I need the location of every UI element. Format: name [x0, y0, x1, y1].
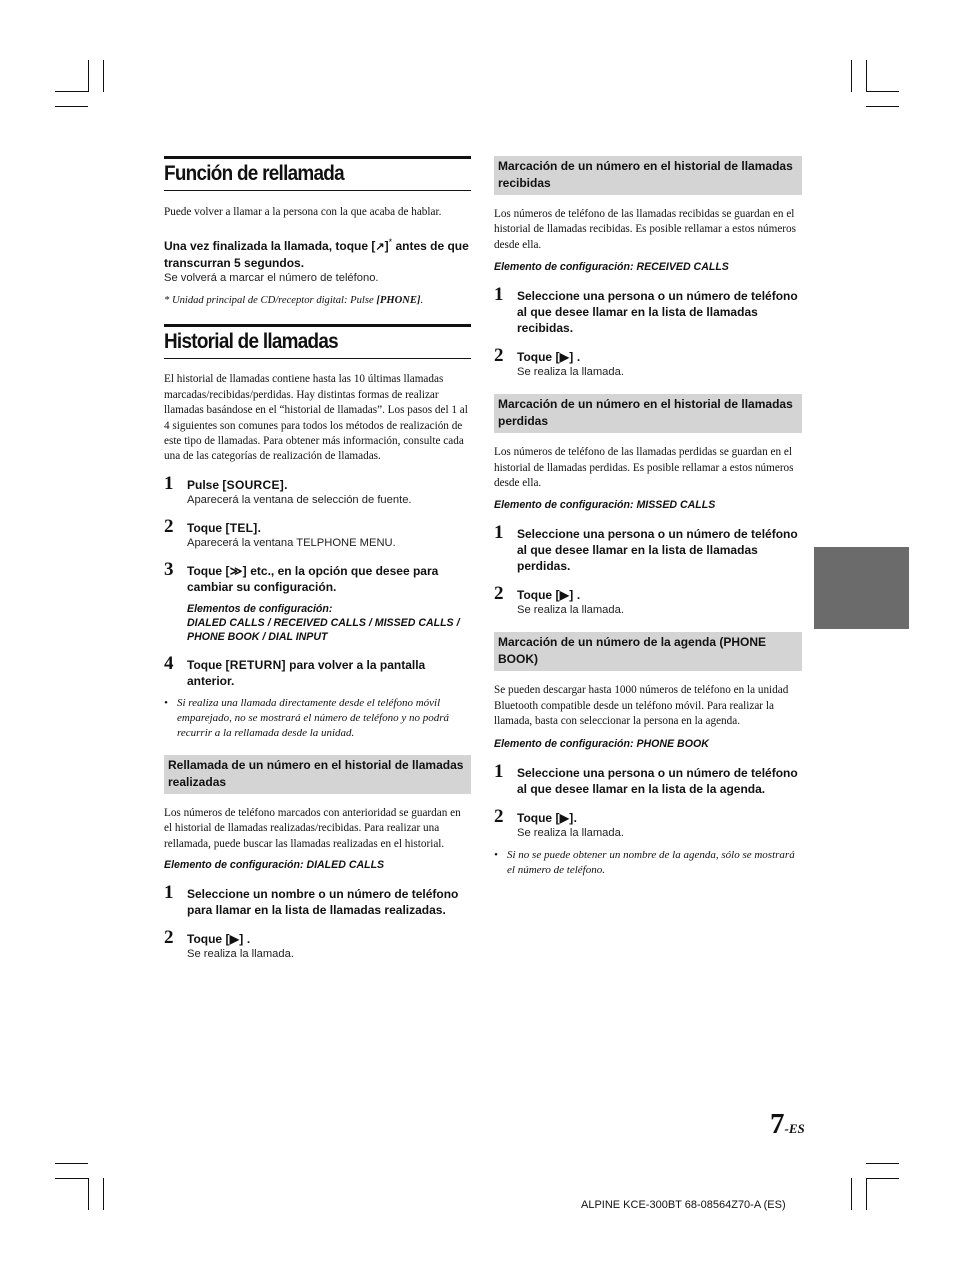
step-desc: Se realiza la llamada. — [517, 604, 624, 617]
step-desc: Se realiza la llamada. — [517, 366, 624, 379]
step-number: 2 — [494, 583, 504, 605]
dialed-intro: Los números de teléfono marcados con anterioridad se guardan en el historial de llamadas realizadas/recibidas. Para realizar una rellamada, puede buscar las llamadas realizadas en el historial. — [164, 806, 461, 850]
step-4: 4 Toque [RETURN] para volver a la pantalla anterior. — [164, 652, 426, 688]
crop-mark — [103, 60, 104, 92]
crop-mark — [55, 1178, 88, 1179]
subsection-dialed: Rellamada de un número en el historial de llamadas realizadas — [164, 755, 471, 794]
step-number: 1 — [494, 760, 504, 782]
crop-mark — [851, 1178, 852, 1210]
play-key: [▶] — [555, 588, 574, 603]
phonebook-config: Elemento de configuración: PHONE BOOK — [494, 737, 709, 750]
subsection-received: Marcación de un número en el historial de llamadas recibidas — [494, 156, 802, 195]
config-label: Elementos de configuración: — [187, 602, 333, 615]
source-key: [SOURCE] — [222, 477, 285, 492]
redial-instruction: Una vez finalizada la llamada, toque [↗]* antes de que transcurran 5 segundos. — [164, 237, 469, 271]
dialed-step-2: 2 Toque [▶] . Se realiza la llamada. — [164, 931, 471, 962]
crop-mark — [55, 106, 88, 107]
step4-note: • Si realiza una llamada directamente desde el teléfono móvil emparejado, no se mostrará el número de teléfono y no podrá recurrir a la rellamada desde la unidad. — [164, 696, 450, 739]
redial-result: Se volverá a marcar el número de teléfono. — [164, 272, 379, 285]
section-tab — [814, 547, 909, 629]
missed-step-1: 1 Seleccione una persona o un número de teléfono al que desee llamar en la lista de llamadas perdidas. — [494, 522, 798, 574]
section-title-redial: Función de rellamada — [164, 156, 471, 191]
redial-intro: Puede volver a llamar a la persona con la que acaba de hablar. — [164, 206, 442, 218]
crop-mark — [866, 106, 899, 107]
crop-mark — [55, 1163, 88, 1164]
phonebook-step-1: 1 Seleccione una persona o un número de teléfono al que desee llamar en la lista de la agenda. — [494, 760, 798, 796]
step-desc: Aparecerá la ventana TELPHONE MENU. — [187, 536, 396, 549]
return-key: [RETURN] — [225, 657, 286, 672]
config-items: DIALED CALLS / RECEIVED CALLS / MISSED CALLS / PHONE BOOK / DIAL INPUT — [187, 616, 460, 643]
missed-step-2: 2 Toque [▶] . Se realiza la llamada. — [494, 587, 802, 618]
step-number: 4 — [164, 652, 174, 674]
step-number: 1 — [164, 882, 174, 904]
next-key: [≫] — [225, 563, 247, 578]
step-1: 1 Pulse [SOURCE]. Aparecerá la ventana de selección de fuente. — [164, 477, 471, 508]
subsection-phonebook: Marcación de un número de la agenda (PHONE BOOK) — [494, 632, 802, 671]
right-column — [494, 156, 802, 878]
left-column — [164, 156, 471, 962]
step-number: 1 — [494, 522, 504, 544]
crop-mark — [851, 60, 852, 92]
history-intro: El historial de llamadas contiene hasta las 10 últimas llamadas marcadas/recibidas/perdidas. Hay distintas formas de realizar llamadas basándose en el “historial de llamadas”. Los pasos del 1 al 4 siguientes son comunes para todos los métodos de realización de este tipo de llamadas. Para obtener más información, consulte cada una de las categorías de realización de llamadas. — [164, 373, 468, 463]
step-desc: Se realiza la llamada. — [187, 948, 294, 961]
crop-mark — [88, 60, 89, 92]
tel-key: [TEL] — [225, 520, 258, 535]
page-number: 7-ES — [770, 1108, 805, 1140]
crop-mark — [866, 91, 899, 92]
crop-mark — [866, 1178, 899, 1179]
step-number: 1 — [164, 472, 174, 494]
received-step-1: 1 Seleccione una persona o un número de teléfono al que desee llamar en la lista de llamadas recibidas. — [494, 284, 798, 336]
crop-mark — [866, 60, 867, 92]
dialed-config: Elemento de configuración: DIALED CALLS — [164, 859, 385, 872]
step-number: 3 — [164, 558, 174, 580]
received-config: Elemento de configuración: RECEIVED CALLS — [494, 261, 729, 274]
step-desc: Aparecerá la ventana de selección de fuente. — [187, 493, 412, 506]
step-number: 1 — [494, 284, 504, 306]
step-number: 2 — [494, 345, 504, 367]
phonebook-intro: Se pueden descargar hasta 1000 números de teléfono en la unidad Bluetooth compatible desde un teléfono móvil. Para realizar la llamada, basta con seleccionar la persona en la agenda. — [494, 684, 789, 728]
step-number: 2 — [164, 515, 174, 537]
crop-mark — [866, 1178, 867, 1210]
received-step-2: 2 Toque [▶] . Se realiza la llamada. — [494, 349, 802, 380]
missed-intro: Los números de teléfono de las llamadas perdidas se guardan en el historial de llamadas perdidas. Es posible rellamar a estos números desde ella. — [494, 446, 794, 490]
footer-model: ALPINE KCE-300BT 68-08564Z70-A (ES) — [581, 1199, 786, 1211]
redial-footnote: * Unidad principal de CD/receptor digital: Pulse [PHONE]. — [164, 295, 424, 307]
step-number: 2 — [494, 805, 504, 827]
play-key: [▶] — [555, 350, 574, 365]
crop-mark — [88, 1178, 89, 1210]
step-3: 3 Toque [≫] etc., en la opción que desee para cambiar su configuración. Elementos de configuración: DIALED CALLS / RECEIVED CALLS / MISSED CALLS / PHONE BOOK / DIAL INPUT — [164, 563, 471, 644]
crop-mark — [103, 1178, 104, 1210]
play-key: [▶] — [225, 932, 244, 947]
phonebook-note: • Si no se puede obtener un nombre de la agenda, sólo se mostrará el número de teléfono. — [494, 848, 795, 876]
play-key: [▶] — [555, 810, 574, 825]
step-2: 2 Toque [TEL]. Aparecerá la ventana TELPHONE MENU. — [164, 520, 471, 551]
crop-mark — [55, 91, 88, 92]
phonebook-step-2: 2 Toque [▶]. Se realiza la llamada. — [494, 810, 802, 841]
received-intro: Los números de teléfono de las llamadas recibidas se guardan en el historial de llamadas recibidas. Es posible rellamar a estos números desde ella. — [494, 208, 796, 251]
crop-mark — [866, 1163, 899, 1164]
phone-icon: ↗ — [375, 241, 385, 254]
section-title-history: Historial de llamadas — [164, 324, 471, 359]
dialed-step-1: 1 Seleccione un nombre o un número de teléfono para llamar en la lista de llamadas realizadas. — [164, 882, 459, 918]
step-number: 2 — [164, 927, 174, 949]
missed-config: Elemento de configuración: MISSED CALLS — [494, 499, 716, 512]
step-desc: Se realiza la llamada. — [517, 826, 624, 839]
subsection-missed: Marcación de un número en el historial de llamadas perdidas — [494, 394, 802, 433]
